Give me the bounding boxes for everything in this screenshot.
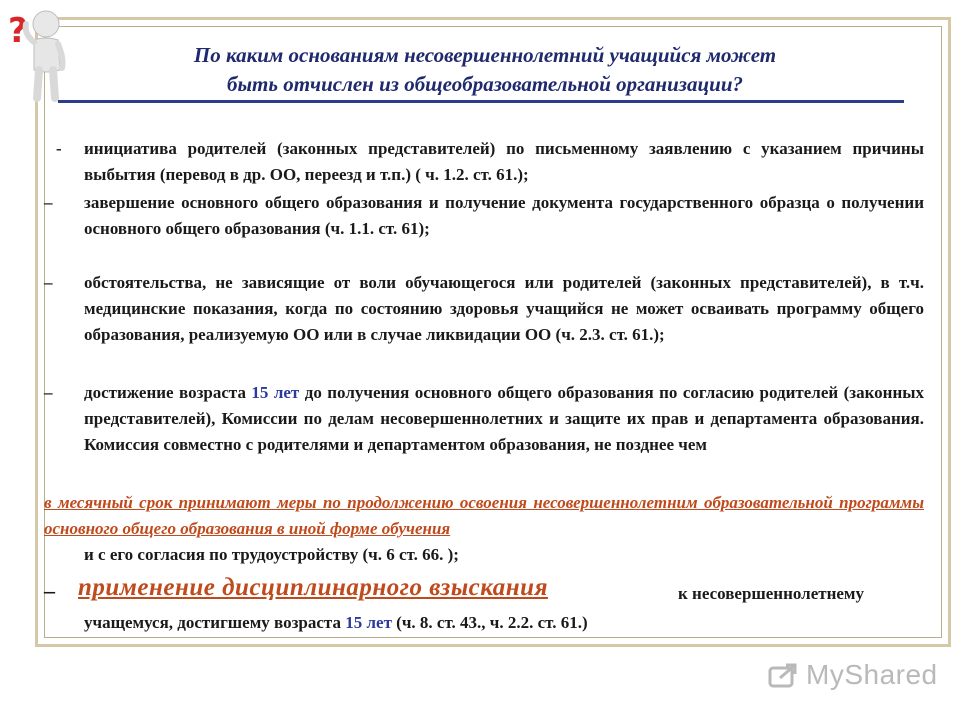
list-item-4 [44, 380, 924, 458]
list-dash: – [44, 273, 53, 292]
age-highlight: 15 лет [345, 613, 392, 632]
text-after: до получения основного общего образования по согласию родителей (законных представителей), Комиссии по делам несовершеннолетних и защите их прав и департамента образования. Комиссия совместно с родителями и департаментом образования, не позднее чем [84, 383, 925, 454]
list-item-text: инициатива родителей (законных представителей) по письменному заявлению с указанием причины выбытия (перевод в др. ОО, переезд и т.п.) ( ч. 1.2. ст. 61.); [84, 139, 924, 184]
svg-text:?: ? [8, 11, 28, 51]
last-item-text: к несовершеннолетнему [678, 584, 865, 603]
list-dash: – [44, 383, 53, 402]
text-after: (ч. 8. ст. 43., ч. 2.2. ст. 61.) [396, 613, 588, 632]
myshared-logo [768, 660, 938, 690]
share-logo-icon [768, 660, 802, 690]
age-highlight: 15 лет [251, 383, 300, 402]
list-item-text [84, 380, 924, 458]
title-underline [58, 100, 904, 103]
slide-title [60, 41, 910, 99]
list-item-text: завершение основного общего образования и получение документа государственного образца о получении основного общего образования (ч. 1.1. ст. 61); [84, 193, 924, 238]
last-item-line-2 [84, 610, 924, 636]
list-dash: – [44, 578, 55, 603]
list-item-1 [44, 136, 924, 188]
discipline-emphasis: применение дисциплинарного взыскания [78, 574, 548, 601]
title-line-2: быть отчислен из общеобразовательной организации? [226, 72, 743, 96]
text-before: достижение возраста [84, 383, 246, 402]
red-note: в месячный срок принимают меры по продолжению освоения несовершеннолетним образовательной программы основного общего образования в иной форме обучения [44, 493, 924, 538]
title-line-1: По каким основаниям несовершеннолетний учащийся может [193, 43, 777, 67]
logo-text: MyShared [806, 659, 938, 690]
text-before: учащемуся, достигшему возраста [84, 613, 341, 632]
red-note-continuation: и с его согласия по трудоустройству (ч. 6 ст. 66. ); [84, 545, 459, 564]
list-item-text: обстоятельства, не зависящие от воли обучающегося или родителей (законных представителей), в т.ч. медицинские показания, когда по состоянию здоровья учащийся не может осваивать программу общего образования, реализуемую ОО или в случае ликвидации ОО (ч. 2.3. ст. 61.); [84, 273, 924, 344]
list-item-2 [44, 190, 924, 242]
list-dash: – [44, 193, 53, 212]
list-dash: - [56, 139, 62, 158]
list-item-3 [44, 270, 924, 348]
